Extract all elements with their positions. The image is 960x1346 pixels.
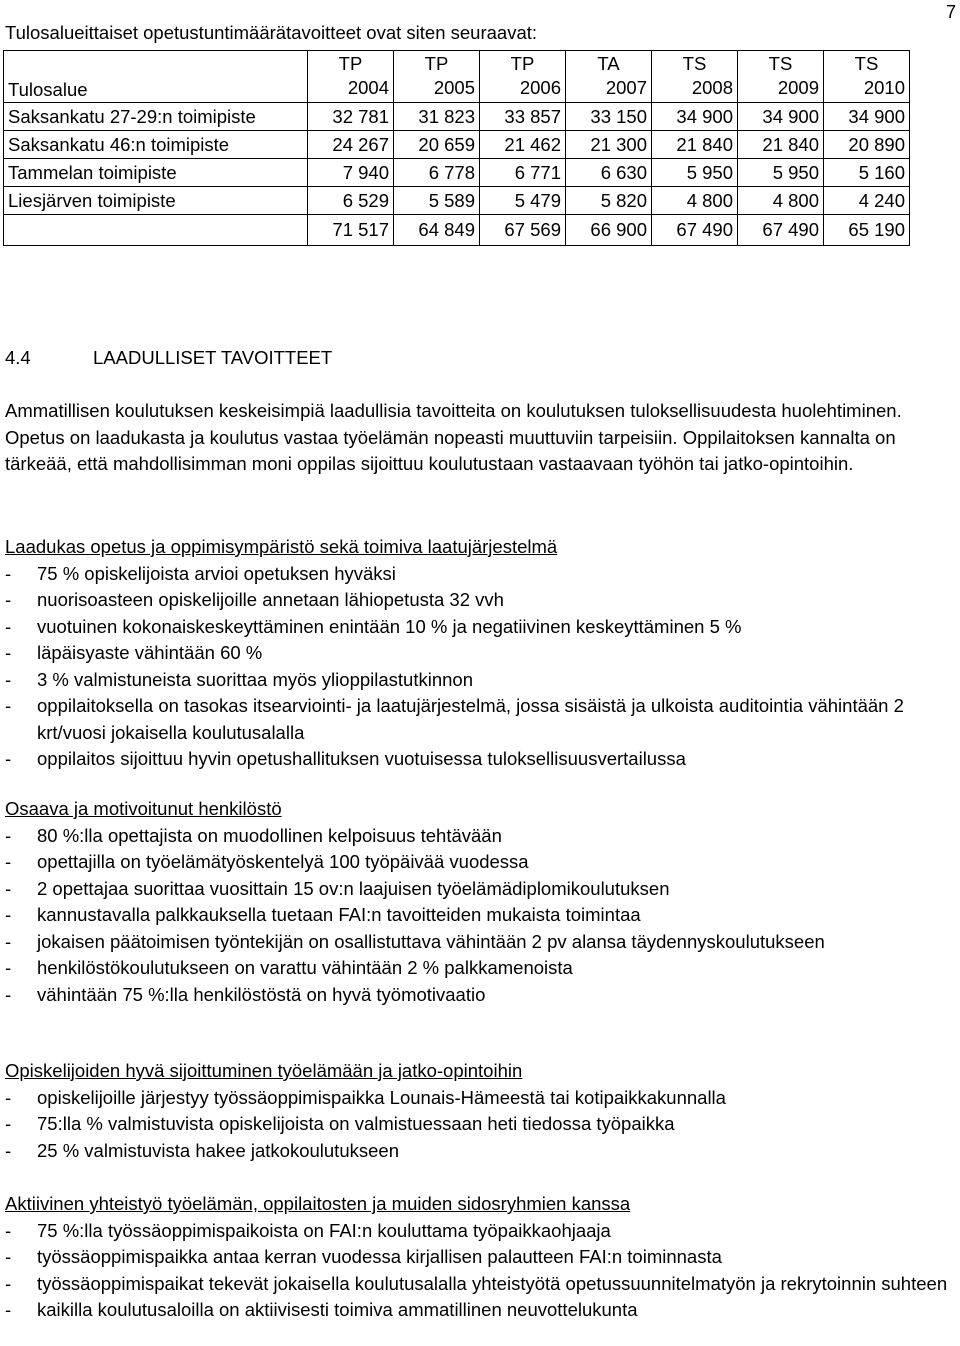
list-item: - oppilaitoksella on tasokas itsearviointi- ja laatujärjestelmä, jossa sisäistä ja ulkoista auditointia vähintään 2 krt/vuosi jokaisella koulutusalalla: [5, 695, 904, 743]
table-cell: 5 589: [394, 187, 480, 215]
list-item: - oppilaitos sijoittuu hyvin opetushallituksen vuotuisessa tuloksellisuusvertailussa: [5, 748, 686, 769]
goal-list: [5, 561, 955, 773]
list-item: - 3 % valmistuneista suorittaa myös ylioppilastutkinnon: [5, 668, 473, 690]
header-tulosalue: Tulosalue: [4, 51, 308, 103]
table-cell: 4 800: [738, 187, 824, 215]
goal-group-staff: [5, 796, 955, 1008]
group-heading: Osaava ja motivoitunut henkilöstö: [5, 798, 282, 819]
header-col: TP 2004: [308, 51, 394, 103]
table-cell: 7 940: [308, 159, 394, 187]
table-cell: 5 820: [566, 187, 652, 215]
table-cell: 5 160: [824, 159, 910, 187]
list-item: - kannustavalla palkkauksella tuetaan FAI:n tavoitteiden mukaista toimintaa: [5, 904, 641, 925]
list-item: - 75 % opiskelijoista arvioi opetuksen hyväksi: [5, 562, 396, 584]
list-item: - nuorisoasteen opiskelijoille annetaan lähiopetusta 32 vvh: [5, 589, 504, 610]
row-name: Saksankatu 27-29:n toimipiste: [4, 103, 308, 131]
goal-list: [5, 823, 955, 1009]
section-heading: [5, 346, 332, 370]
table-cell: 33 857: [480, 103, 566, 131]
table-header-row: [4, 51, 910, 103]
table-cell: 6 630: [566, 159, 652, 187]
total-cell: 65 190: [824, 215, 910, 246]
total-label-empty: [4, 215, 308, 246]
list-item: - työssäoppimispaikat tekevät jokaisella koulutusalalla yhteistyötä opetussuunnitelmatyön ja rekrytoinnin suhteen: [5, 1272, 948, 1294]
header-col: TP 2005: [394, 51, 480, 103]
row-name: Tammelan toimipiste: [4, 159, 308, 187]
table-cell: 4 240: [824, 187, 910, 215]
list-item: - 75:lla % valmistuvista opiskelijoista on valmistuessaan heti tiedossa työpaikka: [5, 1113, 675, 1134]
total-cell: 71 517: [308, 215, 394, 246]
goal-list: [5, 1218, 955, 1324]
total-cell: 67 490: [652, 215, 738, 246]
table-cell: 4 800: [652, 187, 738, 215]
list-item: - henkilöstökoulutukseen on varattu vähintään 2 % palkkamenoista: [5, 957, 573, 978]
table-cell: 21 300: [566, 131, 652, 159]
goal-group-quality: [5, 534, 955, 773]
list-item: - 75 %:lla työssäoppimispaikoista on FAI:n kouluttama työpaikkaohjaaja: [5, 1219, 611, 1241]
list-item: - jokaisen päätoimisen työntekijän on osallistuttava vähintään 2 pv alansa täydennyskoulutukseen: [5, 930, 825, 952]
total-cell: 66 900: [566, 215, 652, 246]
goal-list: [5, 1085, 955, 1165]
table-row: [4, 159, 910, 187]
table-intro: Tulosalueittaiset opetustuntimäärätavoitteet ovat siten seuraavat:: [5, 22, 538, 43]
list-item: - 80 %:lla opettajista on muodollinen kelpoisuus tehtävään: [5, 824, 502, 846]
table-total-row: [4, 215, 910, 246]
header-col: TA 2007: [566, 51, 652, 103]
table-cell: 20 890: [824, 131, 910, 159]
list-item: - 2 opettajaa suorittaa vuosittain 15 ov:n laajuisen työelämädiplomikoulutuksen: [5, 877, 670, 899]
table-cell: 21 840: [652, 131, 738, 159]
list-item: - läpäisyaste vähintään 60 %: [5, 642, 263, 663]
table-row: [4, 187, 910, 215]
table-cell: 24 267: [308, 131, 394, 159]
table-row: [4, 131, 910, 159]
list-item: - opiskelijoille järjestyy työssäoppimispaikka Lounais-Hämeestä tai kotipaikkakunnalla: [5, 1086, 726, 1108]
table-cell: 21 462: [480, 131, 566, 159]
list-item: - 25 % valmistuvista hakee jatkokoulutukseen: [5, 1139, 399, 1161]
section-paragraph: Ammatillisen koulutuksen keskeisimpiä laadullisia tavoitteita on koulutuksen tuloksellisuudesta huolehtiminen. Opetus on laadukasta ja koulutus vastaa työelämän nopeasti muuttuviin tarpeisiin. Oppilaitoksen kannalta on tärkeää, että mahdollisimman moni oppilas sijoittuu koulutustaan vastaavaan työhön tai jatko-opintoihin.: [5, 400, 902, 474]
table-cell: 34 900: [824, 103, 910, 131]
section-number: 4.4: [5, 347, 31, 368]
table-cell: 6 778: [394, 159, 480, 187]
teaching-hours-table: [3, 50, 910, 246]
table-cell: 34 900: [652, 103, 738, 131]
table-row: [4, 103, 910, 131]
list-item: - vähintään 75 %:lla henkilöstöstä on hyvä työmotivaatio: [5, 983, 486, 1005]
group-heading: Aktiivinen yhteistyö työelämän, oppilaitosten ja muiden sidosryhmien kanssa: [5, 1193, 631, 1214]
row-name: Liesjärven toimipiste: [4, 187, 308, 215]
table-cell: 32 781: [308, 103, 394, 131]
table-cell: 31 823: [394, 103, 480, 131]
list-item: - vuotuinen kokonaiskeskeyttäminen enintään 10 % ja negatiivinen keskeyttäminen 5 %: [5, 615, 742, 637]
table-cell: 20 659: [394, 131, 480, 159]
goal-group-cooperation: [5, 1191, 955, 1324]
header-col: TP 2006: [480, 51, 566, 103]
table-cell: 33 150: [566, 103, 652, 131]
group-heading: Opiskelijoiden hyvä sijoittuminen työelämään ja jatko-opintoihin: [5, 1060, 523, 1081]
header-col: TS 2010: [824, 51, 910, 103]
list-item: - kaikilla koulutusaloilla on aktiivisesti toimiva ammatillinen neuvottelukunta: [5, 1299, 638, 1320]
group-heading: Laadukas opetus ja oppimisympäristö sekä toimiva laatujärjestelmä: [5, 536, 558, 557]
goal-group-placement: [5, 1058, 955, 1164]
table-cell: 5 950: [652, 159, 738, 187]
table-cell: 5 950: [738, 159, 824, 187]
total-cell: 64 849: [394, 215, 480, 246]
total-cell: 67 569: [480, 215, 566, 246]
total-cell: 67 490: [738, 215, 824, 246]
table-cell: 6 771: [480, 159, 566, 187]
table-cell: 34 900: [738, 103, 824, 131]
table-cell: 21 840: [738, 131, 824, 159]
header-col: TS 2008: [652, 51, 738, 103]
table-cell: 6 529: [308, 187, 394, 215]
page-number: 7: [945, 2, 956, 22]
list-item: - opettajilla on työelämätyöskentelyä 100 työpäivää vuodessa: [5, 851, 529, 872]
row-name: Saksankatu 46:n toimipiste: [4, 131, 308, 159]
section-title: LAADULLISET TAVOITTEET: [93, 347, 333, 368]
table-cell: 5 479: [480, 187, 566, 215]
header-col: TS 2009: [738, 51, 824, 103]
list-item: - työssäoppimispaikka antaa kerran vuodessa kirjallisen palautteen FAI:n toiminnasta: [5, 1246, 722, 1267]
